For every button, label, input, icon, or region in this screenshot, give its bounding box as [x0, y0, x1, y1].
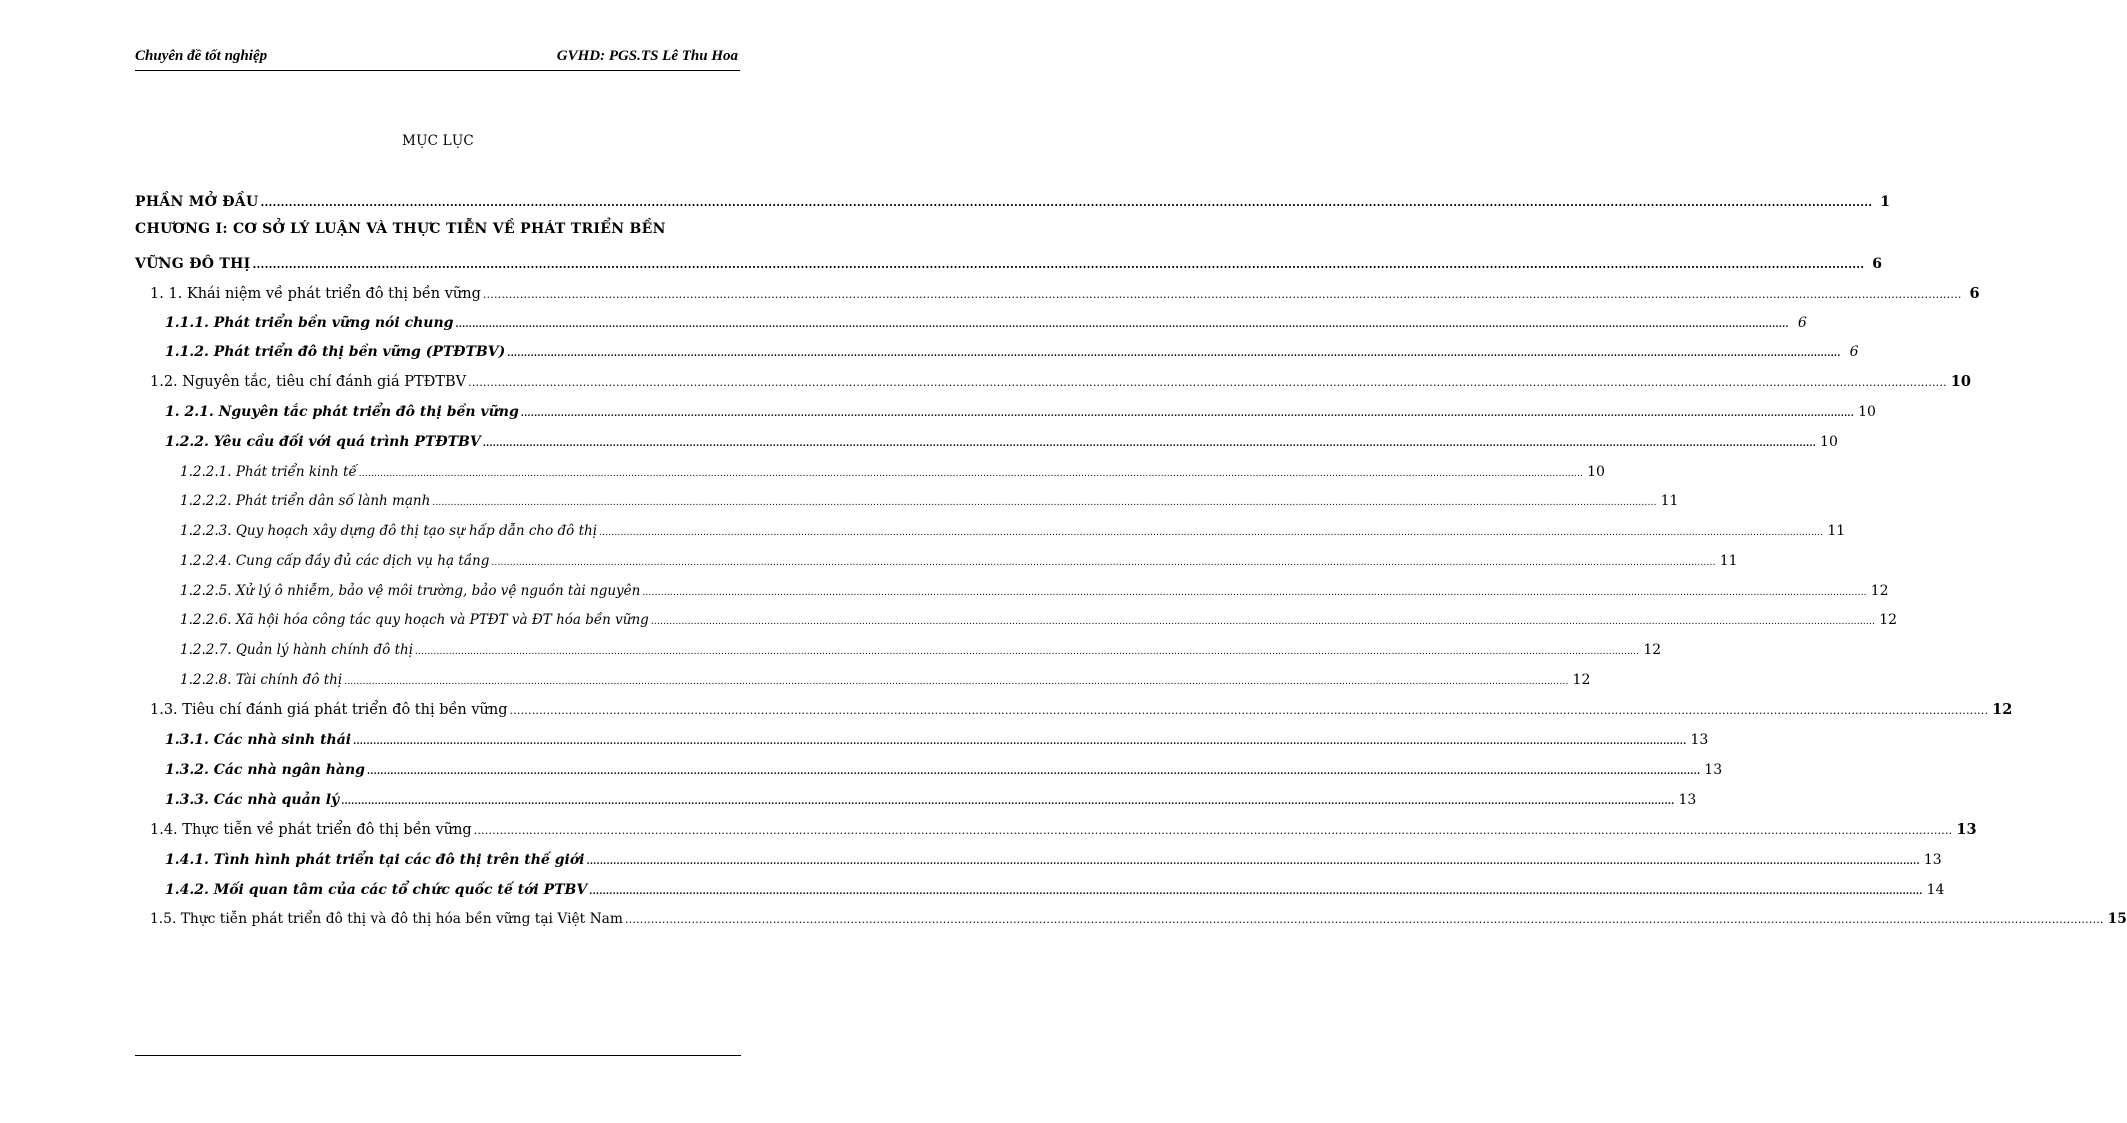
toc-leader: ................................................................................................................................................................................................................................................................................................................................................................................................................ — [455, 320, 1789, 330]
toc-leader: ................................................................................................................................................................................................................................................................................................................................................................................................................ — [482, 288, 1962, 301]
toc-entry-text: 1.2.2.6. Xã hội hóa công tác quy hoạch và PTĐT và ĐT hóa bền vững — [180, 612, 649, 628]
toc-entry-text: 1.2.2.2. Phát triển dân số lành mạnh — [180, 493, 431, 509]
toc-entry-text: 1.3.2. Các nhà ngân hàng — [165, 762, 365, 778]
toc-entry-text: 1.1.1. Phát triển bền vững nói chung — [165, 315, 454, 331]
toc-entry-page: 12 — [1879, 612, 1898, 628]
header-advisor: GVHD: PGS.TS Lê Thu Hoa — [556, 48, 738, 64]
toc-entry-page: 11 — [1827, 523, 1846, 539]
toc-entry[interactable] — [180, 641, 1662, 661]
toc-entry-page: 10 — [1587, 464, 1605, 480]
toc-entry-chapter1[interactable] — [135, 255, 1883, 274]
toc-entry-text: 1. 2.1. Nguyên tắc phát triển đô thị bền vững — [165, 404, 519, 420]
toc-entry[interactable] — [165, 314, 1807, 334]
toc-entry-text: 1.2.2.5. Xử lý ô nhiễm, bảo vệ môi trường, bảo vệ nguồn tài nguyên — [180, 583, 641, 599]
toc-leader: ................................................................................................................................................................................................................................................................................................................................................................................................................ — [473, 824, 1953, 837]
toc-entry[interactable] — [150, 285, 1980, 304]
toc-entry-text: 1.3.1. Các nhà sinh thái — [165, 732, 352, 748]
toc-leader: ................................................................................................................................................................................................................................................................................................................................................................................................................ — [491, 558, 1716, 568]
toc-entry-text: 1. 1. Khái niệm về phát triển đô thị bền vững — [150, 286, 481, 302]
toc-entry-text: 1.4.1. Tình hình phát triển tại các đô thị trên thế giới — [165, 852, 585, 868]
toc-leader: ................................................................................................................................................................................................................................................................................................................................................................................................................ — [432, 498, 1657, 508]
toc-leader: ................................................................................................................................................................................................................................................................................................................................................................................................................ — [358, 469, 1584, 479]
toc-entry[interactable] — [165, 851, 1942, 871]
toc-leader: ................................................................................................................................................................................................................................................................................................................................................................................................................ — [482, 439, 1817, 449]
toc-entry-page: 6 — [1849, 344, 1859, 360]
toc-leader: ................................................................................................................................................................................................................................................................................................................................................................................................................ — [624, 913, 2104, 926]
toc-entry-page: 13 — [1956, 821, 1977, 838]
toc-leader: ................................................................................................................................................................................................................................................................................................................................................................................................................ — [599, 528, 1824, 538]
toc-leader: ................................................................................................................................................................................................................................................................................................................................................................................................................ — [589, 887, 1923, 897]
toc-entry-text: 1.2.2. Yêu cầu đối với quá trình PTĐTBV — [165, 434, 481, 450]
header-document-type: Chuyên đề tốt nghiệp — [135, 48, 268, 64]
toc-entry[interactable] — [150, 701, 2013, 720]
toc-entry-text: 1.2.2.4. Cung cấp đầy đủ các dịch vụ hạ tầng — [180, 553, 490, 569]
toc-entry[interactable] — [150, 373, 1971, 392]
toc-entry-text: PHẦN MỞ ĐẦU — [135, 194, 259, 210]
toc-entry-page: 14 — [1926, 882, 1945, 898]
toc-entry-page: 6 — [1969, 285, 1980, 302]
toc-leader: ................................................................................................................................................................................................................................................................................................................................................................................................................ — [520, 409, 1855, 419]
toc-entry[interactable] — [150, 910, 2127, 929]
toc-entry-opening[interactable] — [135, 193, 1891, 212]
toc-chapter1-line1[interactable]: CHƯƠNG I: CƠ SỞ LÝ LUẬN VÀ THỰC TIỄN VỀ PHÁT TRIỂN BỀN — [135, 221, 666, 237]
footer-rule — [135, 1055, 741, 1056]
toc-entry[interactable] — [180, 671, 1591, 691]
toc-entry-page: 13 — [1690, 732, 1709, 748]
toc-entry-text: 1.4.2. Mối quan tâm của các tổ chức quốc tế tới PTBV — [165, 882, 588, 898]
toc-entry-page: 13 — [1923, 852, 1942, 868]
toc-entry-text: 1.2.2.8. Tài chính đô thị — [180, 672, 343, 688]
toc-entry-text: 1.2.2.7. Quản lý hành chính đô thị — [180, 642, 414, 658]
toc-leader: ................................................................................................................................................................................................................................................................................................................................................................................................................ — [509, 704, 1989, 717]
toc-leader: ................................................................................................................................................................................................................................................................................................................................................................................................................ — [468, 376, 1947, 389]
toc-entry-page: 10 — [1820, 434, 1838, 450]
toc-entry[interactable] — [165, 403, 1876, 423]
toc-entry-text: 1.1.2. Phát triển đô thị bền vững (PTĐTBV) — [165, 344, 506, 360]
toc-leader: ................................................................................................................................................................................................................................................................................................................................................................................................................ — [642, 588, 1867, 598]
toc-entry[interactable] — [180, 552, 1738, 572]
toc-entry-page: 12 — [1870, 583, 1889, 599]
toc-entry[interactable] — [180, 492, 1679, 512]
toc-entry[interactable] — [180, 522, 1846, 542]
toc-entry[interactable] — [165, 433, 1838, 453]
toc-entry-page: 13 — [1678, 792, 1697, 808]
page-header — [135, 48, 740, 71]
toc-entry-text: 1.2.2.1. Phát triển kinh tế — [180, 464, 357, 480]
toc-entry-page: 12 — [1643, 642, 1662, 658]
toc-entry-text: 1.2.2.3. Quy hoạch xây dựng đô thị tạo sự hấp dẫn cho đô thị — [180, 523, 598, 539]
toc-entry[interactable] — [165, 343, 1859, 363]
toc-leader: ................................................................................................................................................................................................................................................................................................................................................................................................................ — [415, 647, 1640, 657]
toc-leader: ................................................................................................................................................................................................................................................................................................................................................................................................................ — [353, 737, 1687, 747]
toc-entry[interactable] — [180, 582, 1889, 602]
toc-entry[interactable] — [165, 881, 1945, 901]
toc-leader: ................................................................................................................................................................................................................................................................................................................................................................................................................ — [252, 258, 1865, 271]
toc-entry-page: 10 — [1858, 404, 1876, 420]
toc-entry-page: 6 — [1797, 315, 1807, 331]
toc-entry-text: VỮNG ĐÔ THỊ — [135, 256, 251, 272]
toc-entry-text: 1.3.3. Các nhà quản lý — [165, 792, 340, 808]
toc-entry-page: 12 — [1572, 672, 1591, 688]
toc-leader: ................................................................................................................................................................................................................................................................................................................................................................................................................ — [260, 196, 1873, 209]
toc-entry-page: 1 — [1880, 194, 1891, 210]
toc-entry-text: 1.3. Tiêu chí đánh giá phát triển đô thị bền vững — [150, 702, 508, 718]
toc-entry-page: 15 — [2107, 911, 2127, 927]
toc-entry-page: 12 — [1992, 701, 2013, 718]
toc-entry-page: 11 — [1719, 553, 1738, 569]
toc-entry[interactable] — [180, 463, 1605, 483]
toc-entry-page: 13 — [1704, 762, 1723, 778]
toc-title: MỤC LỤC — [402, 133, 474, 149]
toc-entry-text: 1.2. Nguyên tắc, tiêu chí đánh giá PTĐTBV — [150, 374, 467, 390]
toc-entry-page: 10 — [1950, 373, 1971, 390]
toc-entry-page: 6 — [1872, 256, 1883, 272]
toc-leader: ................................................................................................................................................................................................................................................................................................................................................................................................................ — [341, 797, 1675, 807]
toc-entry[interactable] — [165, 731, 1709, 751]
toc-entry-text: 1.4. Thực tiễn về phát triển đô thị bền vững — [150, 822, 472, 838]
toc-entry[interactable] — [165, 761, 1723, 781]
toc-leader: ................................................................................................................................................................................................................................................................................................................................................................................................................ — [344, 677, 1569, 687]
toc-entry[interactable] — [150, 821, 1977, 840]
toc-leader: ................................................................................................................................................................................................................................................................................................................................................................................................................ — [650, 617, 1876, 627]
toc-entry-text: 1.5. Thực tiễn phát triển đô thị và đô thị hóa bền vững tại Việt Nam — [150, 911, 623, 927]
toc-leader: ................................................................................................................................................................................................................................................................................................................................................................................................................ — [586, 857, 1920, 867]
toc-entry-page: 11 — [1660, 493, 1679, 509]
toc-entry[interactable] — [165, 791, 1697, 811]
toc-leader: ................................................................................................................................................................................................................................................................................................................................................................................................................ — [507, 349, 1841, 359]
toc-leader: ................................................................................................................................................................................................................................................................................................................................................................................................................ — [366, 767, 1701, 777]
toc-entry[interactable] — [180, 611, 1898, 631]
